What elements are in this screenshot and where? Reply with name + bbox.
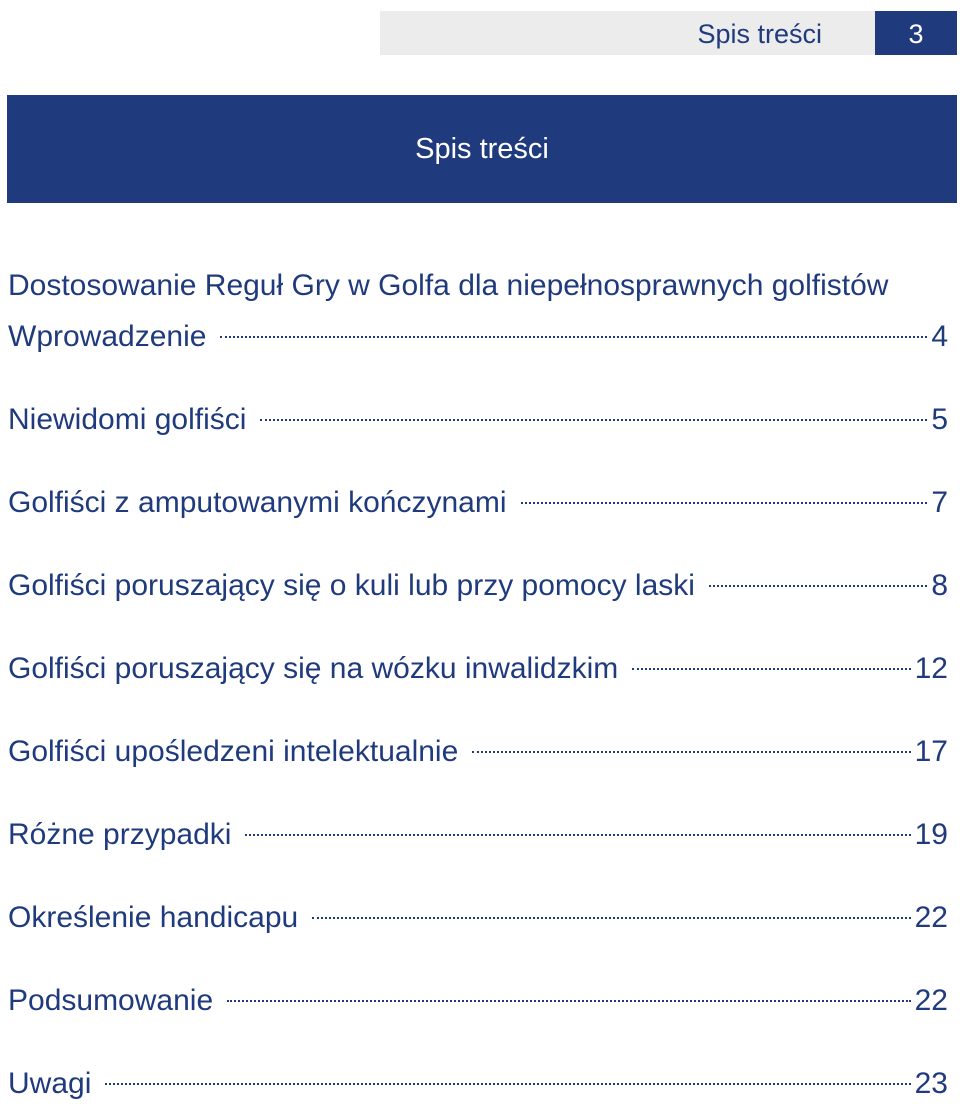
toc-dot-leader	[312, 917, 910, 919]
toc-entry-label: Określenie handicapu	[8, 901, 299, 934]
toc-entry-label: Różne przypadki	[8, 818, 232, 851]
toc-entry-label: Wprowadzenie	[8, 320, 207, 353]
toc-entry-page: 8	[931, 569, 948, 602]
banner-title: Spis treści	[415, 132, 549, 165]
toc-entry-page: 5	[931, 403, 948, 436]
toc-entry[interactable]	[8, 981, 948, 1021]
toc-entry-label: Uwagi	[8, 1067, 92, 1100]
toc-entry[interactable]	[8, 649, 948, 689]
toc-entry-page: 17	[914, 735, 948, 768]
toc-entry-page: 12	[914, 652, 948, 685]
toc-entry[interactable]	[8, 898, 948, 938]
toc-entry[interactable]	[8, 400, 948, 440]
toc-dot-leader	[105, 1083, 910, 1085]
toc-entry[interactable]	[8, 732, 948, 772]
header-section-title: Spis treści	[697, 19, 822, 49]
toc-entry[interactable]	[8, 1064, 948, 1104]
page-number: 3	[875, 11, 957, 55]
running-header	[380, 11, 957, 55]
toc-dot-leader	[220, 336, 927, 338]
toc-entry-page: 7	[931, 486, 948, 519]
toc-entry-page: 22	[914, 984, 948, 1017]
toc-entry-label: Golfiści poruszający się o kuli lub przy pomocy laski	[8, 569, 695, 602]
toc-entry[interactable]	[8, 317, 948, 357]
toc-dot-leader	[632, 668, 910, 670]
toc-dot-leader	[245, 834, 910, 836]
toc-entry-label: Podsumowanie	[8, 984, 214, 1017]
toc-entry-label: Golfiści upośledzeni intelektualnie	[8, 735, 459, 768]
toc-entry-label: Golfiści poruszający się na wózku inwalidzkim	[8, 652, 619, 685]
toc-entry[interactable]	[8, 483, 948, 523]
toc-entry-label: Golfiści z amputowanymi kończynami	[8, 486, 507, 519]
section-heading: Dostosowanie Reguł Gry w Golfa dla niepełnosprawnych golfistów	[8, 269, 889, 302]
toc-dot-leader	[227, 1000, 911, 1002]
toc-entry[interactable]	[8, 815, 948, 855]
toc-dot-leader	[472, 751, 910, 753]
toc-entry-page: 4	[931, 320, 948, 353]
toc-entry-label: Niewidomi golfiści	[8, 403, 247, 436]
toc-dot-leader	[521, 502, 928, 504]
toc-dot-leader	[709, 585, 927, 587]
toc-dot-leader	[260, 419, 927, 421]
toc-entry-page: 22	[914, 901, 948, 934]
toc-entry[interactable]	[8, 566, 948, 606]
title-banner	[7, 95, 957, 203]
toc-entry-page: 23	[914, 1067, 948, 1100]
toc-entry-page: 19	[914, 818, 948, 851]
